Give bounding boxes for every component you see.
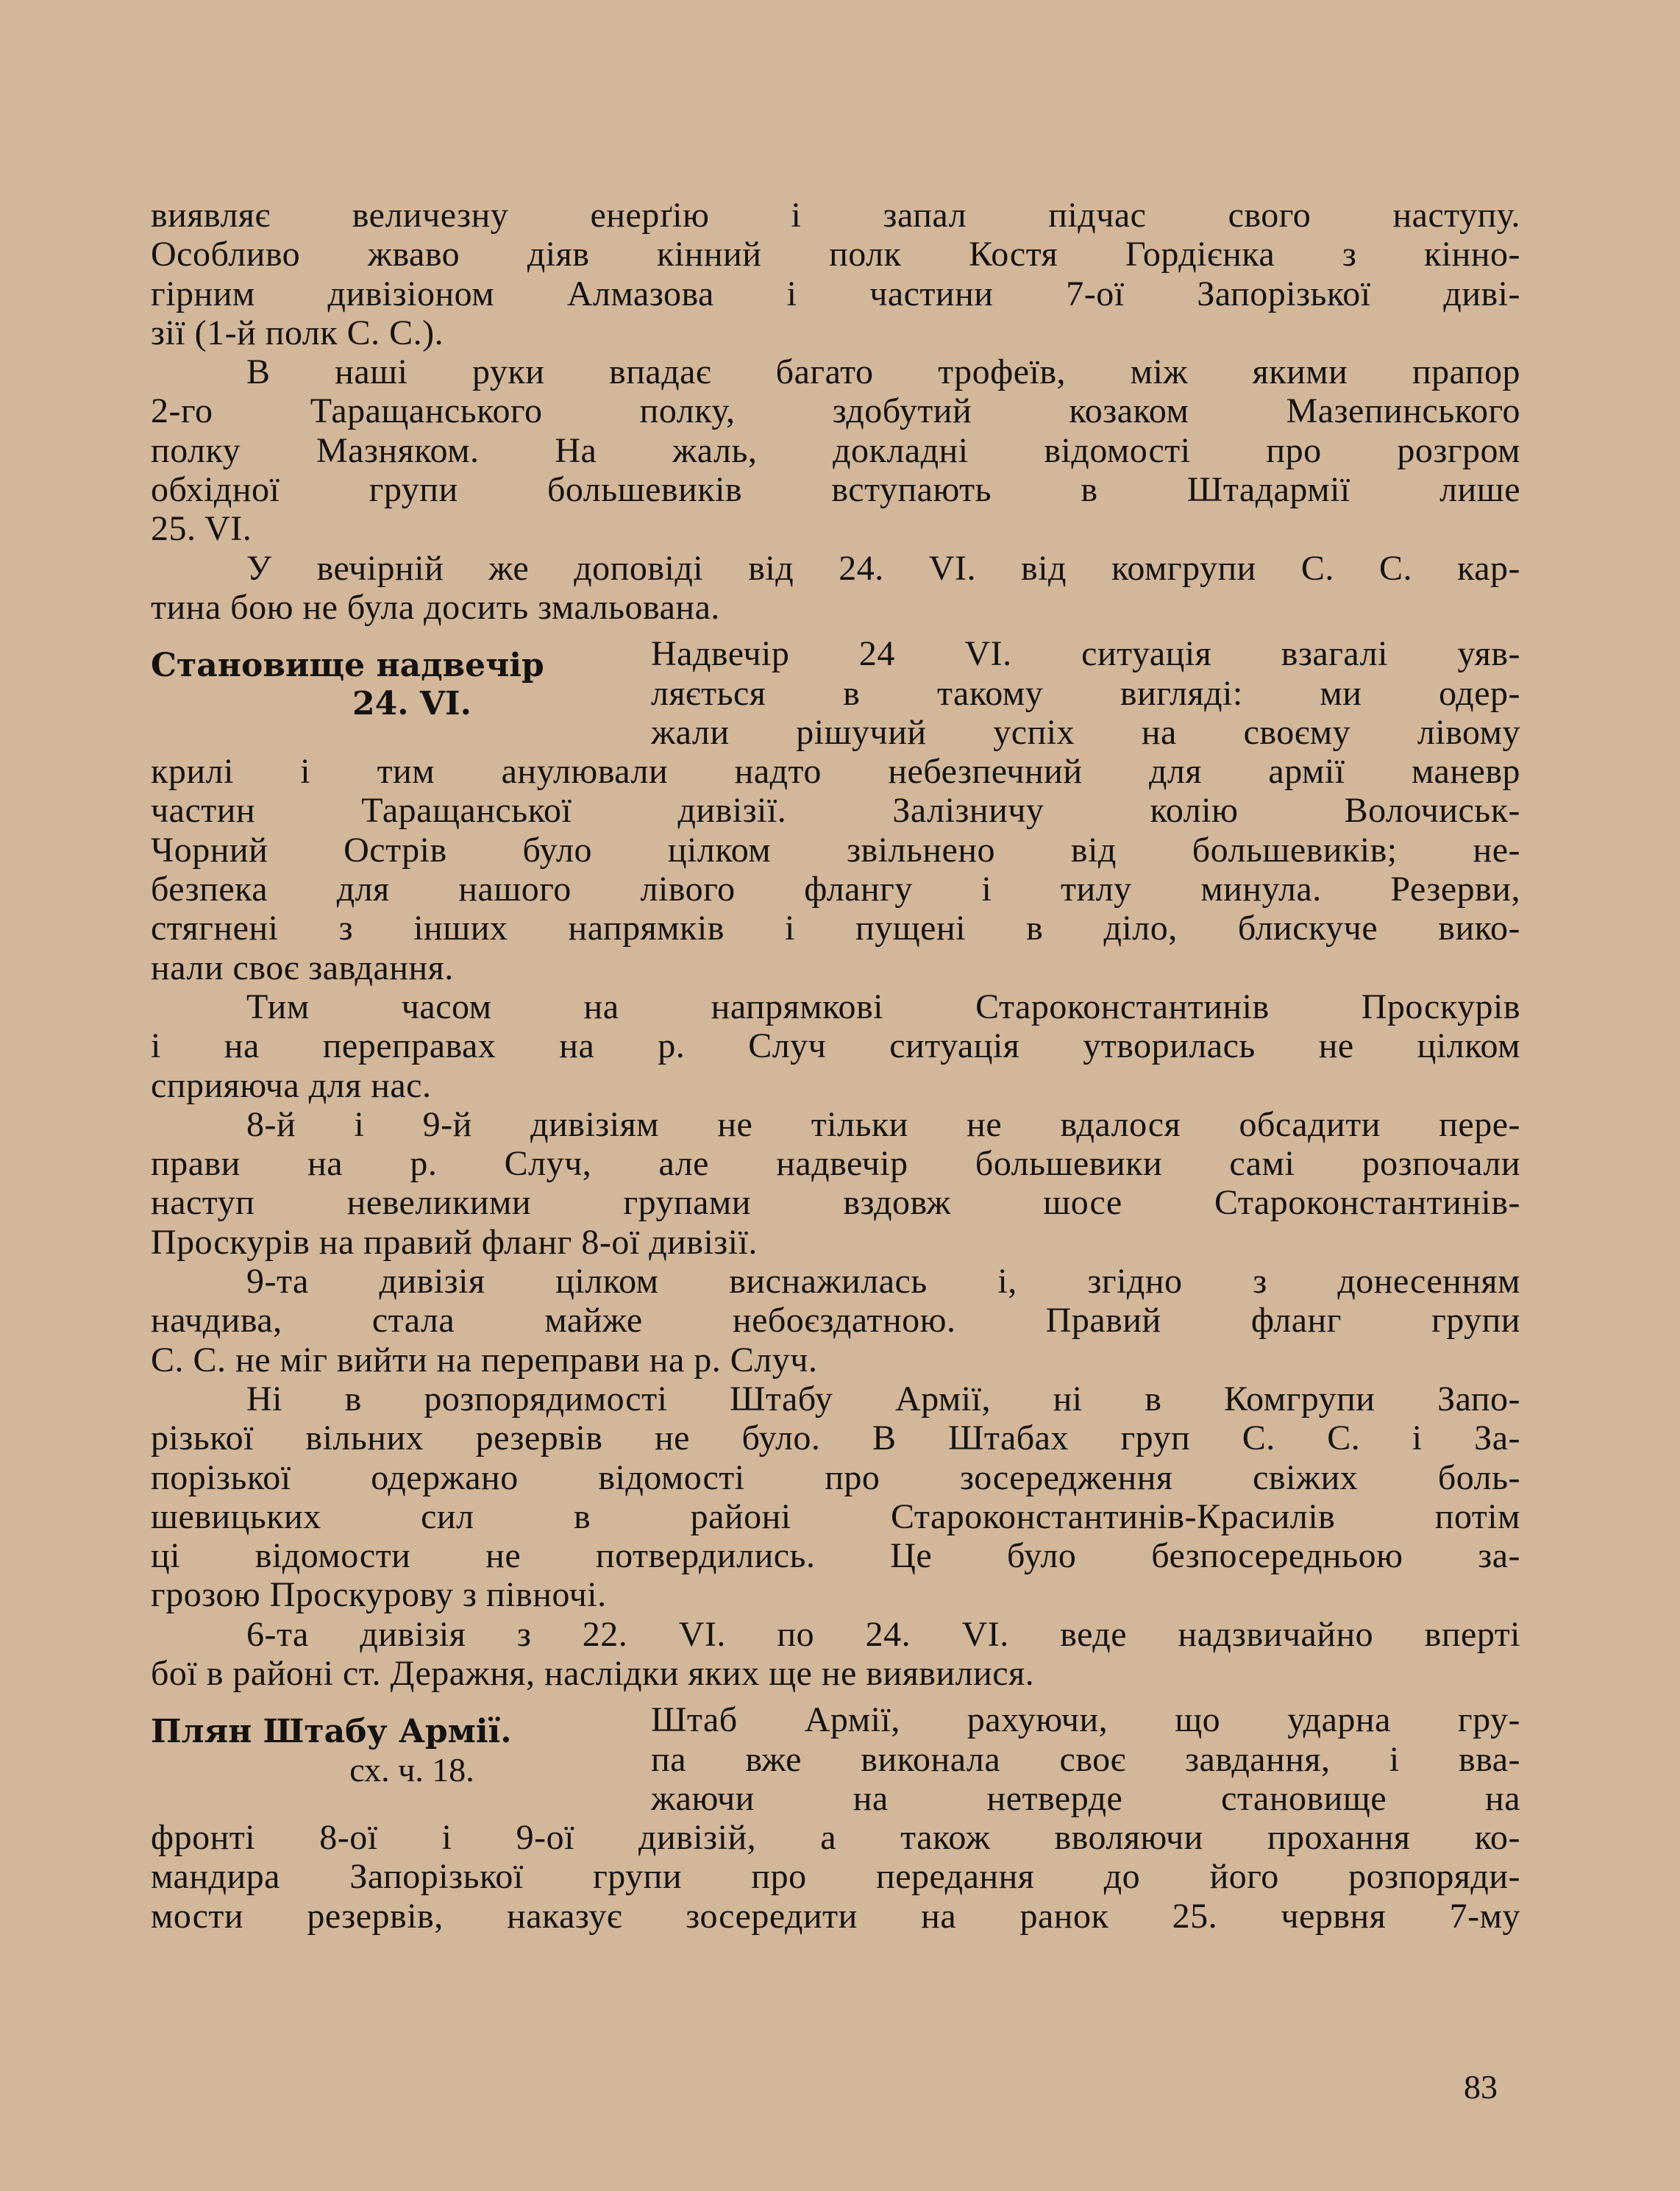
text-line: Особливо жваво діяв кінний полк Костя Гордієнка з кінно-	[151, 235, 1520, 274]
text-line: ляється в такому вигляді: ми одер-	[651, 673, 1520, 713]
side-heading	[151, 634, 622, 722]
text-line: 2-го Таращанського полку, здобутий козаком Мазепинського	[151, 391, 1520, 431]
text-line: Тим часом на напрямкові Староконстантинів Проскурів	[246, 987, 1520, 1026]
section-army-staff-plan	[151, 1700, 1520, 1818]
text-line: стягнені з інших напрямків і пущені в діло, блискуче вико-	[151, 909, 1520, 948]
section-position-evening	[151, 634, 1520, 752]
text-line: Проскурів на правий фланг 8-ої дивізії.	[151, 1222, 758, 1262]
side-heading-date: 24. VI.	[352, 685, 471, 723]
text-line: Чорний Острів було цілком звільнено від большевиків; не-	[151, 830, 1520, 870]
text-line: па вже виконала своє завдання, і вва-	[651, 1739, 1520, 1779]
text-line: обхідної групи большевиків вступають в Штадармії лише	[151, 470, 1520, 510]
text-line: 25. VI.	[151, 509, 252, 549]
text-line: мости резервів, наказує зосередити на ранок 25. червня 7-му	[151, 1896, 1520, 1936]
text-line: нали своє завдання.	[151, 948, 454, 987]
text-line: безпека для нашого лівого флангу і тилу минула. Резерви,	[151, 870, 1520, 909]
side-text	[651, 1700, 1520, 1818]
text-line: В наші руки впадає багато трофеїв, між якими прапор	[246, 352, 1520, 392]
text-line: зії (1-й полк С. С.).	[151, 313, 444, 352]
page-text	[151, 196, 1520, 1936]
text-line: бої в районі ст. Деражня, наслідки яких ще не виявилися.	[151, 1653, 1035, 1693]
text-line: 6-та дивізія з 22. VI. по 24. VI. веде надзвичайно вперті	[246, 1614, 1520, 1654]
text-line: жаючи на нетверде становище на	[651, 1778, 1520, 1818]
text-line: начдива, стала майже небоєздатною. Правий фланг групи	[151, 1301, 1520, 1340]
paragraph-block-2	[151, 752, 1520, 1693]
page-number: 83	[1464, 2068, 1498, 2106]
text-line: виявляє величезну енерґію і запал підчас свого наступу.	[151, 196, 1520, 235]
text-line: крилі і тим анулювали надто небезпечний для армії маневр	[151, 752, 1520, 792]
paragraph-block-1	[151, 196, 1520, 627]
text-line: 9-та дивізія цілком виснажилась і, згідно з донесенням	[246, 1262, 1520, 1302]
text-line: фронті 8-ої і 9-ої дивізій, а також вволяючи прохання ко-	[151, 1818, 1520, 1858]
side-heading-title: Становище надвечір	[151, 647, 544, 685]
side-text	[651, 634, 1520, 752]
side-heading-scheme-ref: сх. ч. 18.	[349, 1751, 474, 1789]
text-line: наступ невеликими групами вздовж шосе Староконстантинів-	[151, 1183, 1520, 1223]
text-line: частин Таращанської дивізії. Залізничу колію Волочиськ-	[151, 791, 1520, 831]
text-line: сприяюча для нас.	[151, 1065, 432, 1105]
text-line: гірним дивізіоном Алмазова і частини 7-ої Запорізької диві-	[151, 274, 1520, 313]
text-line: тина бою не була досить змальована.	[151, 587, 720, 627]
text-line: жали рішучий успіх на своєму лівому	[651, 712, 1520, 752]
text-line: і на переправах на р. Случ ситуація утворилась не цілком	[151, 1026, 1520, 1066]
text-line: прави на р. Случ, але надвечір большевики самі розпочали	[151, 1144, 1520, 1184]
side-heading	[151, 1700, 622, 1789]
text-line: У вечірній же доповіді від 24. VI. від комгрупи С. С. кар-	[246, 548, 1520, 588]
text-line: Штаб Армії, рахуючи, що ударна гру-	[651, 1700, 1520, 1740]
text-line: шевицьких сил в районі Староконстантинів-Красилів потім	[151, 1496, 1520, 1536]
text-line: різької вільних резервів не було. В Штабах груп С. С. і За-	[151, 1418, 1520, 1458]
paragraph-block-3	[151, 1818, 1520, 1936]
text-line: ці відомости не потвердились. Це було безпосередньою за-	[151, 1536, 1520, 1576]
text-line: полку Мазняком. На жаль, докладні відомості про розгром	[151, 430, 1520, 470]
text-line: Надвечір 24 VI. ситуація взагалі уяв-	[651, 634, 1520, 674]
side-heading-title: Плян Штабу Армії.	[151, 1713, 512, 1751]
text-line: С. С. не міг вийти на переправи на р. Случ.	[151, 1340, 818, 1379]
text-line: мандира Запорізької групи про передання до його розпоряди-	[151, 1857, 1520, 1897]
text-line: порізької одержано відомості про зосередження свіжих боль-	[151, 1457, 1520, 1497]
text-line: грозою Проскурову з півночі.	[151, 1575, 607, 1615]
text-line: 8-й і 9-й дивізіям не тільки не вдалося обсадити пере-	[246, 1104, 1520, 1144]
text-line: Ні в розпорядимості Штабу Армії, ні в Комгрупи Запо-	[246, 1379, 1520, 1418]
